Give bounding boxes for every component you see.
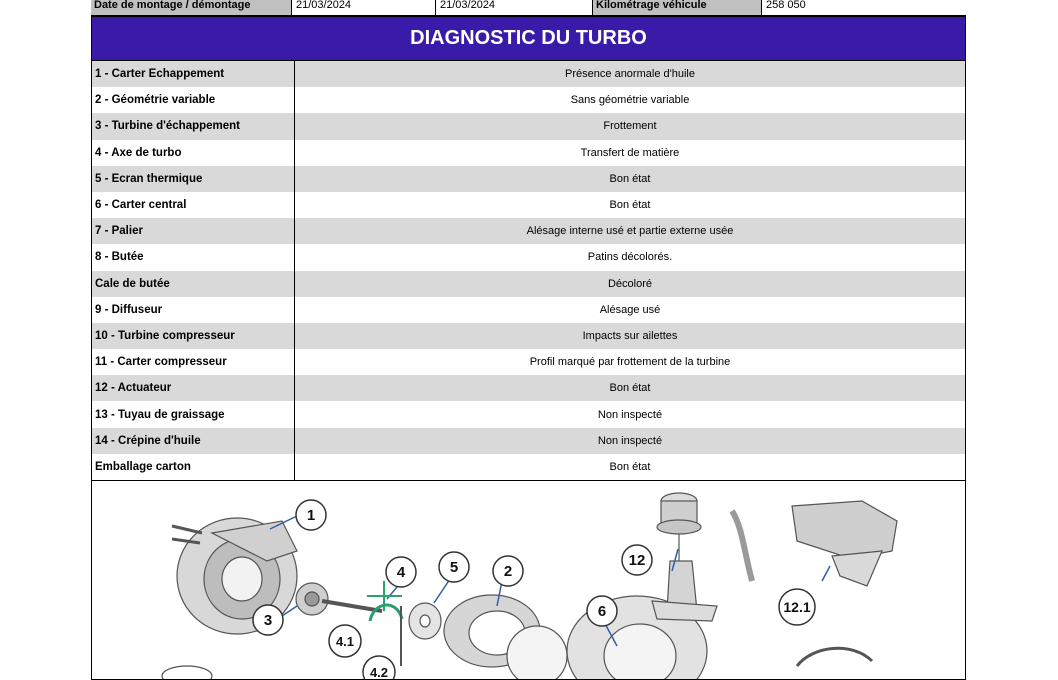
label-4: 4 bbox=[396, 564, 406, 581]
label-2: 2 bbox=[503, 563, 513, 580]
part-name: 10 - Turbine compresseur bbox=[92, 323, 295, 349]
part-name: 11 - Carter compresseur bbox=[92, 349, 295, 375]
turbine-shaft-drawing bbox=[296, 583, 382, 615]
part-name: 2 - Géométrie variable bbox=[92, 87, 295, 113]
part-name: 5 - Ecran thermique bbox=[92, 166, 295, 192]
part-name: Cale de butée bbox=[92, 271, 295, 297]
part-name: 7 - Palier bbox=[92, 218, 295, 244]
actuator-drawing bbox=[652, 493, 752, 621]
label-1: 1 bbox=[306, 507, 316, 524]
part-name: 6 - Carter central bbox=[92, 192, 295, 218]
table-row bbox=[92, 428, 965, 454]
label-3: 3 bbox=[263, 612, 273, 629]
table-row bbox=[92, 166, 965, 192]
table-row bbox=[92, 140, 965, 166]
label-6: 6 bbox=[597, 603, 607, 620]
label-4-1: 4.1 bbox=[335, 634, 355, 649]
vehicle-info-row bbox=[91, 0, 966, 15]
table-row bbox=[92, 401, 965, 427]
part-status: Présence anormale d'huile bbox=[565, 68, 695, 81]
table-row bbox=[92, 375, 965, 401]
part-name: Emballage carton bbox=[92, 454, 295, 480]
part-status: Patins décolorés. bbox=[587, 251, 673, 264]
part-status: Bon état bbox=[609, 382, 651, 395]
page-title: DIAGNOSTIC DU TURBO bbox=[91, 15, 966, 61]
part-name: 4 - Axe de turbo bbox=[92, 140, 295, 166]
date-mount-value: 21/03/2024 bbox=[296, 0, 352, 11]
label-5: 5 bbox=[449, 559, 459, 576]
part-name: 3 - Turbine d'échappement bbox=[92, 113, 295, 139]
part-name: 13 - Tuyau de graissage bbox=[92, 401, 295, 427]
part-name: 9 - Diffuseur bbox=[92, 297, 295, 323]
part-status: Non inspecté bbox=[597, 408, 663, 421]
part-status: Alésage interne usé et partie externe usée bbox=[526, 225, 734, 238]
part-status: Profil marqué par frottement de la turbine bbox=[529, 356, 731, 369]
label-4-2: 4.2 bbox=[369, 665, 389, 680]
part-status: Frottement bbox=[603, 120, 657, 133]
table-row bbox=[92, 113, 965, 139]
km-value: 258 050 bbox=[766, 0, 806, 11]
part-name: 8 - Butée bbox=[92, 244, 295, 270]
km-label: Kilométrage véhicule bbox=[593, 0, 761, 15]
part-name: 12 - Actuateur bbox=[92, 375, 295, 401]
table-row bbox=[92, 323, 965, 349]
table-row bbox=[92, 271, 965, 297]
label-12-1: 12.1 bbox=[783, 599, 811, 615]
part-status: Sans géométrie variable bbox=[570, 94, 690, 107]
electronic-actuator-drawing bbox=[792, 501, 897, 586]
date-unmount-value: 21/03/2024 bbox=[440, 0, 496, 11]
part-status: Décoloré bbox=[607, 277, 653, 290]
table-row bbox=[92, 349, 965, 375]
part-status: Bon état bbox=[609, 172, 651, 185]
part-status: Transfert de matière bbox=[580, 146, 680, 159]
table-row bbox=[92, 218, 965, 244]
part-name: 14 - Crépine d'huile bbox=[92, 428, 295, 454]
table-row bbox=[92, 297, 965, 323]
part-status: Alésage usé bbox=[599, 303, 661, 316]
part-status: Non inspecté bbox=[597, 434, 663, 447]
table-row bbox=[92, 61, 965, 87]
part-status: Bon état bbox=[609, 460, 651, 473]
table-row bbox=[92, 192, 965, 218]
label-12: 12 bbox=[628, 552, 646, 569]
part-status: Bon état bbox=[609, 199, 651, 212]
table-row bbox=[92, 454, 965, 480]
table-row bbox=[92, 87, 965, 113]
turbo-exploded-diagram bbox=[91, 480, 966, 680]
diagnostic-table bbox=[91, 61, 966, 480]
part-status: Impacts sur ailettes bbox=[582, 329, 678, 342]
table-row bbox=[92, 244, 965, 270]
part-name: 1 - Carter Echappement bbox=[92, 61, 295, 87]
date-label: Date de montage / démontage bbox=[91, 0, 291, 15]
